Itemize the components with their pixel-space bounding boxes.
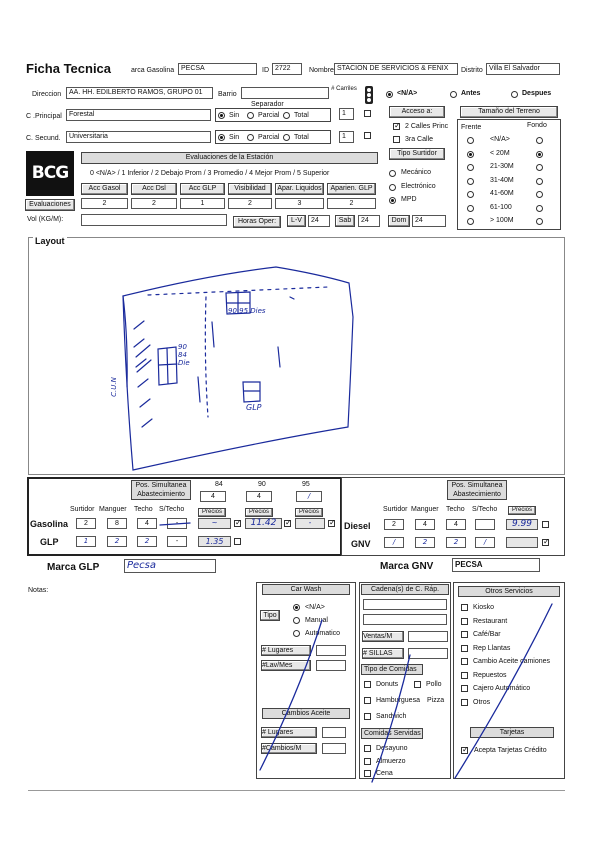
layout-sketch (28, 237, 565, 475)
glp-stecho-input[interactable]: - (167, 536, 187, 547)
sab-input[interactable]: 24 (358, 215, 380, 227)
sab-label: Sab (335, 215, 355, 227)
otros-item-7-checkbox[interactable] (461, 699, 468, 706)
vol-input[interactable] (81, 214, 227, 226)
eval-col-4-button[interactable]: Apar. Liquidos (275, 183, 324, 195)
eval-col-4-value[interactable]: 3 (275, 198, 324, 209)
otros-item-5-checkbox[interactable] (461, 672, 468, 679)
carriles-principal-input[interactable]: 1 (339, 108, 354, 120)
donuts-label: Donuts (376, 681, 399, 688)
pos-84-input[interactable]: 4 (200, 491, 226, 502)
sillas-label: # SILLAS (362, 648, 404, 659)
fondo-option-4-radio[interactable] (536, 191, 543, 198)
otros-item-4-label: Cambio Aceite camiones (473, 658, 551, 665)
mecanico-label: Mecánico (401, 169, 431, 176)
bcg-logo (26, 151, 74, 196)
dsl-price-checkbox[interactable] (542, 521, 549, 528)
fondo-option-1-radio[interactable] (536, 151, 543, 158)
donuts-checkbox[interactable] (364, 681, 371, 688)
evaluaciones-header: Evaluaciones de la Estación (81, 152, 378, 164)
sep-secund-sin-label: Sin (229, 134, 240, 141)
barrio-input[interactable] (241, 87, 329, 99)
cambios-lugares-label: # Lugares (261, 727, 317, 738)
cadena-header: Cadena(s) de C. Ráp. (361, 584, 449, 595)
sep-principal-parcial-label: Parcial (258, 112, 280, 119)
dsl-col-manguer: Manguer (411, 506, 439, 513)
ventas-input[interactable] (408, 631, 448, 642)
gnv-label: GNV (351, 539, 371, 549)
carwash-automatico-radio[interactable] (293, 630, 300, 637)
fondo-label: Fondo (527, 122, 547, 129)
otros-item-3-label: Rep Llantas (473, 644, 511, 652)
sketch-note-2: 90 84 Die (178, 343, 190, 367)
sketch-note-4: C.U.N (109, 377, 118, 397)
otros-item-6-label: Cajero Automático (473, 685, 531, 692)
fondo-option-6-radio[interactable] (536, 218, 543, 225)
sep-secund-sin-radio[interactable] (218, 134, 225, 141)
gas-price-95-input[interactable]: - (295, 518, 325, 529)
sketch-note-3: GLP (246, 403, 262, 412)
eval-col-5-value[interactable]: 2 (327, 198, 376, 209)
carwash-tipo-button[interactable]: Tipo (260, 610, 280, 621)
diesel-label: Diesel (344, 521, 371, 531)
sep-secund-parcial-label: Parcial (258, 134, 280, 141)
ventas-label: Ventas/M (362, 631, 404, 642)
distrito-label: Distrito (461, 67, 483, 74)
dos-calles-label: 2 Calles Princ (405, 123, 449, 130)
mecanico-radio[interactable] (389, 170, 396, 177)
frente-option-5-radio[interactable] (467, 205, 474, 212)
marca-gasolina-input[interactable]: PECSA (178, 63, 257, 75)
mpd-label: MPD (401, 196, 417, 203)
timing-despues-label: Despues (522, 90, 552, 97)
glp-surtidor-input[interactable]: 1 (76, 536, 96, 547)
gnv-surtidor-input[interactable]: / (384, 537, 404, 548)
desayuno-checkbox[interactable] (364, 745, 371, 752)
dsl-price-input[interactable]: 9.99 (506, 519, 538, 530)
bcg-logo-text: BCG (31, 163, 69, 183)
otros-item-7-label: Otros (473, 698, 491, 706)
precios-90-button[interactable]: Precios (245, 508, 273, 517)
frente-option-1-radio[interactable] (467, 151, 474, 158)
id-input[interactable]: 2722 (272, 63, 302, 75)
sketch-note-1: 90 95 Dies (228, 307, 266, 315)
mpd-radio[interactable] (389, 197, 396, 204)
cprincipal-input[interactable]: Forestal (66, 109, 211, 121)
carwash-manual-radio[interactable] (293, 617, 300, 624)
evaluaciones-scale: 0 <N/A> / 1 Inferior / 2 Debajo Prom / 3 Promedio / 4 Mejor Prom / 5 Superior (90, 170, 330, 177)
cadena-input-2[interactable] (363, 614, 447, 625)
gas-techo-input[interactable]: 4 (137, 518, 157, 529)
pos-95-input[interactable]: / (296, 491, 322, 502)
dom-input[interactable]: 24 (412, 215, 446, 227)
carwash-na-radio[interactable] (293, 604, 300, 611)
tarjetas-header: Tarjetas (470, 727, 554, 738)
dos-calles-checkbox[interactable] (393, 123, 400, 130)
hamburguesa-checkbox[interactable] (364, 697, 371, 704)
precios-84-button[interactable]: Precios (198, 508, 226, 517)
col-manguer: Manguer (99, 506, 127, 513)
carwash-lugares-label: # Lugares (261, 645, 311, 656)
carwash-header: Car Wash (262, 584, 350, 595)
tipo-surtidor-header[interactable]: Tipo Surtidor (389, 148, 445, 160)
sep-secund-total-radio[interactable] (283, 134, 290, 141)
marca-gnv-input[interactable]: PECSA (452, 558, 540, 572)
eval-col-5-button[interactable]: Aparien. GLP (327, 183, 376, 195)
tipo-comidas-header: Tipo de Comidas (361, 664, 423, 675)
timing-despues-radio[interactable] (511, 91, 518, 98)
terreno-option-2-label: 21-30M (490, 163, 514, 170)
nombre-input[interactable]: STACION DE SERVICIOS & FENIX (334, 63, 458, 75)
sep-principal-total-label: Total (294, 112, 309, 119)
otros-item-2-label: Café/Bar (473, 631, 501, 638)
carwash-na-label: <N/A> (305, 604, 325, 611)
grade-90: 90 (258, 481, 266, 488)
col-surtidor: Surtidor (70, 506, 95, 513)
dsl-pos-sim-header: Pos. Simultanea Abastecimiento (447, 480, 507, 500)
carriles-secund-input[interactable]: 1 (339, 131, 354, 143)
almuerzo-label: Almuerzo (376, 758, 406, 765)
glp-manguer-input[interactable]: 2 (107, 536, 127, 547)
sep-principal-sin-radio[interactable] (218, 112, 225, 119)
hamburguesa-label: Hamburguesa (376, 697, 420, 704)
evaluaciones-side-button[interactable]: Evaluaciones (25, 199, 75, 211)
cambios-lugares-input[interactable] (322, 727, 346, 738)
carriles-secund-checkbox[interactable] (364, 132, 371, 139)
acceso-header[interactable]: Acceso a: (389, 106, 445, 118)
glp-label: GLP (40, 537, 59, 547)
frente-option-3-radio[interactable] (467, 178, 474, 185)
glp-price-input[interactable]: 1.35 (198, 536, 231, 547)
cprincipal-label: C .Principal (26, 113, 62, 120)
gas-price-84-checkbox[interactable] (234, 520, 241, 527)
direccion-label: Direccion (32, 91, 62, 98)
gasolina-label: Gasolina (30, 519, 69, 529)
tarjetas-label: Acepta Tarjetas Crédito (474, 747, 547, 754)
carwash-automatico-label: Automatico (305, 630, 341, 637)
barrio-label: Barrio (218, 91, 237, 98)
terreno-option-5-label: 61-100 (490, 203, 512, 211)
distrito-input[interactable]: Villa El Salvador (486, 63, 560, 75)
vol-label: Vol (KG/M): (27, 216, 64, 223)
fondo-option-2-radio[interactable] (536, 164, 543, 171)
layout-title: Layout (35, 236, 65, 246)
cena-checkbox[interactable] (364, 770, 371, 777)
eval-col-0-button[interactable]: Acc Gasol (81, 183, 128, 195)
gas-pos-sim-header: Pos. Simultanea Abastecimiento (131, 480, 191, 500)
dsl-col-techo: Techo (446, 506, 465, 513)
gas-surtidor-input[interactable]: 2 (76, 518, 96, 529)
tres-calle-label: 3ra Calle (405, 136, 434, 143)
csecund-label: C. Secund. (26, 135, 61, 142)
gas-price-84-input[interactable]: ~ (198, 518, 231, 529)
marca-glp-input[interactable]: Pecsa (124, 559, 216, 573)
carriles-label: # Carriles (331, 86, 357, 92)
fondo-option-5-radio[interactable] (536, 205, 543, 212)
bottom-rule (28, 790, 565, 791)
otros-item-2-checkbox[interactable] (461, 631, 468, 638)
col-techo: Techo (134, 506, 153, 513)
terreno-header[interactable]: Tamaño del Terreno (460, 106, 558, 118)
gas-price-95-checkbox[interactable] (328, 520, 335, 527)
gnv-stecho-input[interactable]: / (475, 537, 495, 548)
terreno-option-3-label: 31-40M (490, 176, 514, 184)
carwash-lugares-input[interactable] (316, 645, 346, 656)
almuerzo-checkbox[interactable] (364, 758, 371, 765)
eval-col-3-button[interactable]: Visibilidad (228, 183, 272, 195)
lv-label: L-V (287, 215, 306, 227)
glp-price-checkbox[interactable] (234, 538, 241, 545)
otros-item-3-checkbox[interactable] (461, 645, 468, 652)
grade-95: 95 (302, 481, 310, 488)
dsl-techo-input[interactable]: 4 (446, 519, 466, 530)
terreno-option-4-label: 41-60M (490, 190, 514, 197)
cena-label: Cena (376, 770, 393, 777)
otros-item-1-label: Restaurant (473, 617, 508, 625)
eval-col-0-value[interactable]: 2 (81, 198, 128, 209)
gas-stecho-input[interactable]: - (167, 518, 187, 529)
electronico-label: Electrónico (401, 183, 436, 190)
frente-option-6-radio[interactable] (467, 218, 474, 225)
terreno-option-6-label: > 100M (490, 217, 514, 224)
sep-secund-parcial-radio[interactable] (247, 134, 254, 141)
gas-price-90-input[interactable]: 11.42 (245, 518, 282, 529)
timing-antes-radio[interactable] (450, 91, 457, 98)
dom-label: Dom (388, 215, 410, 227)
sillas-input[interactable] (408, 648, 448, 659)
desayuno-label: Desayuno (376, 745, 408, 752)
fondo-option-0-radio[interactable] (536, 137, 543, 144)
direccion-input[interactable]: AA. HH. EDILBERTO RAMOS, GRUPO 01 (66, 87, 213, 99)
pizza-label: Pizza (427, 697, 445, 704)
cadena-input-1[interactable] (363, 599, 447, 610)
fondo-option-3-radio[interactable] (536, 178, 543, 185)
otros-item-0-label: Kiosko (473, 604, 495, 611)
timing-na-label: <N/A> (397, 90, 418, 97)
traffic-light-icon (363, 86, 375, 104)
eval-col-1-button[interactable]: Acc Dsl (131, 183, 177, 195)
gas-manguer-input[interactable]: 8 (107, 518, 127, 529)
electronico-radio[interactable] (389, 184, 396, 191)
otros-item-0-checkbox[interactable] (461, 604, 468, 611)
timing-antes-label: Antes (461, 90, 481, 97)
carwash-lavmes-input[interactable] (316, 660, 346, 671)
dsl-surtidor-input[interactable]: 2 (384, 519, 404, 530)
pos-90-input[interactable]: 4 (246, 491, 272, 502)
comidas-servidas-header: Comidas Servidas (361, 728, 423, 739)
pollo-label: Pollo (426, 681, 442, 688)
marca-gasolina-label: arca Gasolina (131, 67, 175, 74)
eval-col-1-value[interactable]: 2 (131, 198, 177, 209)
marca-glp-label: Marca GLP (47, 562, 100, 573)
terreno-option-1-label: < 20M (490, 149, 510, 157)
sandwich-checkbox[interactable] (364, 713, 371, 720)
otros-item-1-checkbox[interactable] (461, 618, 468, 625)
marca-gnv-label: Marca GNV (380, 561, 434, 572)
nombre-label: Nombre (309, 67, 334, 74)
frente-option-4-radio[interactable] (467, 191, 474, 198)
sep-principal-parcial-radio[interactable] (247, 112, 254, 119)
lv-input[interactable]: 24 (308, 215, 330, 227)
sep-secund-total-label: Total (294, 134, 309, 141)
frente-label: Frente (461, 124, 482, 131)
notas-label: Notas: (28, 587, 49, 594)
eval-col-2-value[interactable]: 1 (180, 198, 225, 209)
otros-item-6-checkbox[interactable] (461, 685, 468, 692)
cambios-m-label: #Cambios/M (261, 743, 317, 754)
dsl-manguer-input[interactable]: 4 (415, 519, 435, 530)
page-title: Ficha Tecnica (26, 61, 112, 76)
carriles-principal-checkbox[interactable] (364, 110, 371, 117)
gas-price-90-checkbox[interactable] (284, 520, 291, 527)
dsl-col-stecho: S/Techo (472, 506, 498, 513)
otros-item-5-label: Repuestos (473, 671, 507, 679)
terreno-option-0-label: <N/A> (490, 136, 510, 143)
separador-label: Separador (251, 101, 284, 108)
gnv-techo-input[interactable]: 2 (446, 537, 466, 548)
otros-header: Otros Servicios (458, 586, 560, 597)
sep-principal-total-radio[interactable] (283, 112, 290, 119)
pollo-checkbox[interactable] (414, 681, 421, 688)
id-label: ID (262, 67, 269, 74)
eval-col-2-button[interactable]: Acc GLP (180, 183, 225, 195)
tres-calle-checkbox[interactable] (393, 136, 400, 143)
gnv-manguer-input[interactable]: 2 (415, 537, 435, 548)
horas-oper-button[interactable]: Horas Oper: (233, 216, 281, 228)
gnv-price-checkbox[interactable] (542, 539, 549, 546)
grade-84: 84 (215, 481, 223, 488)
tarjetas-checkbox[interactable] (461, 747, 468, 754)
eval-col-3-value[interactable]: 2 (228, 198, 272, 209)
precios-95-button[interactable]: Precios (295, 508, 323, 517)
frente-option-0-radio[interactable] (467, 137, 474, 144)
csecund-input[interactable]: Universitaria (66, 131, 211, 143)
dsl-stecho-input[interactable] (475, 519, 495, 530)
cambios-header: Cambios Aceite (262, 708, 350, 719)
col-stecho: S/Techo (159, 506, 185, 513)
carwash-lavmes-label: #Lav/Mes (261, 660, 311, 671)
dsl-precios-button[interactable]: Precios (508, 506, 536, 515)
frente-option-2-radio[interactable] (467, 164, 474, 171)
dsl-col-surtidor: Surtidor (383, 506, 408, 513)
carwash-manual-label: Manual (305, 617, 328, 624)
otros-item-4-checkbox[interactable] (461, 658, 468, 665)
sep-principal-sin-label: Sin (229, 112, 240, 119)
cambios-m-input[interactable] (322, 743, 346, 754)
sandwich-label: Sandwich (376, 713, 407, 720)
gnv-price-input[interactable] (506, 537, 538, 548)
glp-techo-input[interactable]: 2 (137, 536, 157, 547)
timing-na-radio[interactable] (386, 91, 393, 98)
